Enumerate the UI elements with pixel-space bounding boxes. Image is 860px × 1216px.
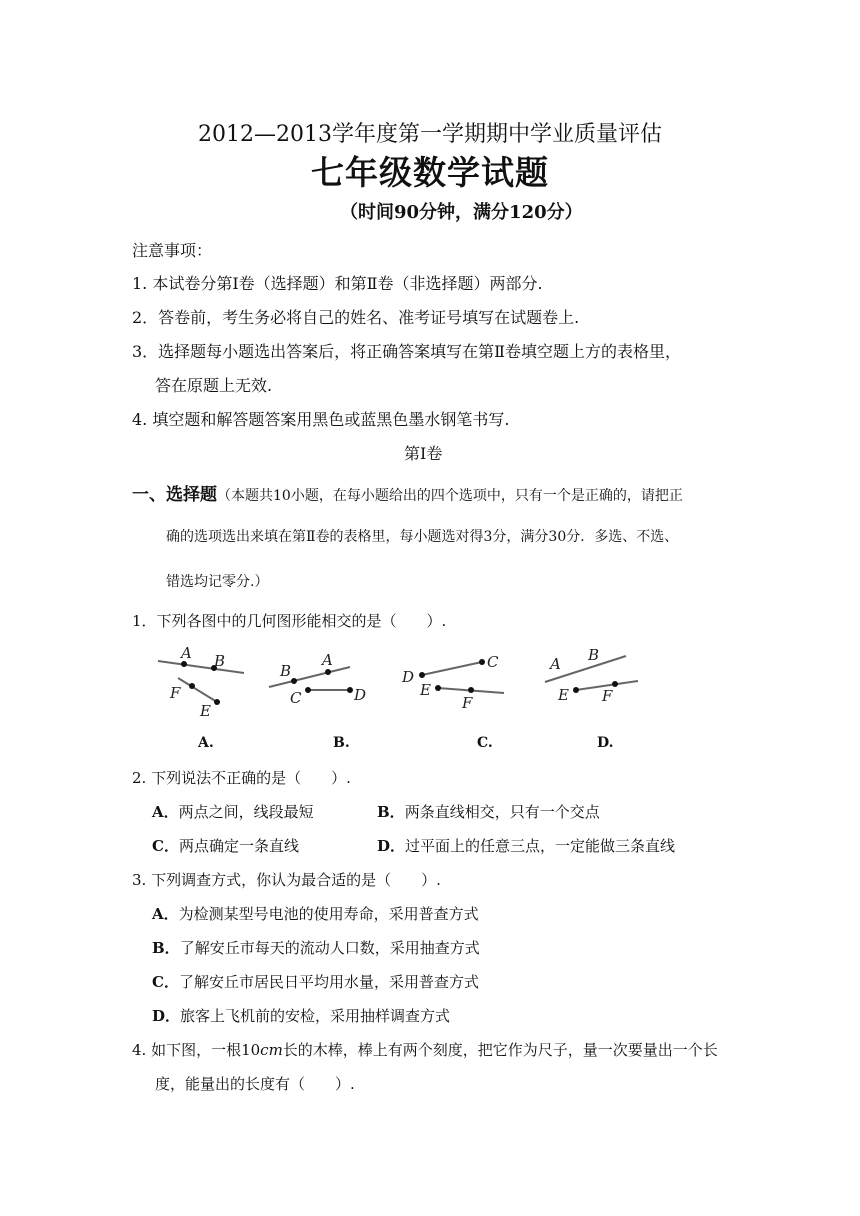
exam-header-line: 2012—2013学年度第一学期期中学业质量评估 xyxy=(198,122,662,147)
section-one-desc-2: 确的选项选出来填在第Ⅱ卷的表格里，每小题选对得3分，满分30分．多选、不选、 xyxy=(166,529,679,545)
q1d-point-f: F xyxy=(602,687,613,705)
q1c-point-e: E xyxy=(420,681,431,699)
section-one-line1 xyxy=(132,480,683,505)
q3-option-c: C．了解安丘市居民日平均用水量，采用普查方式 xyxy=(152,973,479,991)
q1-figures xyxy=(140,640,660,730)
note-item-3-cont: 答在原题上无效. xyxy=(155,376,273,395)
q3-option-d: D．旅客上飞机前的安检，采用抽样调查方式 xyxy=(152,1007,451,1025)
q1-option-b-label: B. xyxy=(333,735,350,751)
exam-subtitle: （时间90分钟，满分120分） xyxy=(340,202,583,223)
q1b-point-d: D xyxy=(354,686,367,704)
q1d-point-a: A xyxy=(550,655,561,673)
q1b-point-b: B xyxy=(280,662,292,680)
q1d-point-b: B xyxy=(588,646,600,664)
q1c-point-f: F xyxy=(462,694,473,712)
q1b-point-a: A xyxy=(322,651,333,669)
section-one-heading: 一、选择题 xyxy=(132,485,217,505)
q2-option-b: B．两条直线相交，只有一个交点 xyxy=(377,803,600,821)
q1a-point-e: E xyxy=(200,702,211,720)
q1a-point-a: A xyxy=(181,644,192,662)
q2-option-d: D．过平面上的任意三点，一定能做三条直线 xyxy=(377,837,676,855)
note-item-4: 4. 填空题和解答题答案用黑色或蓝黑色墨水钢笔书写. xyxy=(132,410,510,429)
q1-figure-d xyxy=(545,646,638,705)
q3-option-b: B．了解安丘市每天的流动人口数，采用抽查方式 xyxy=(152,939,480,957)
q1-option-c-label: C. xyxy=(477,735,493,751)
notes-heading: 注意事项： xyxy=(132,241,213,260)
q1-option-d-label: D. xyxy=(597,735,614,751)
q1c-point-c: C xyxy=(487,653,499,671)
section-one-desc-1: （本题共10小题，在每小题给出的四个选项中，只有一个是正确的，请把正 xyxy=(217,488,683,504)
q4-stem-line1: 4. 如下图，一根10cm长的木棒，棒上有两个刻度，把它作为尺子，量一次要量出一个长 xyxy=(132,1041,718,1059)
q3-stem: 3. 下列调查方式，你认为最合适的是（ ）. xyxy=(132,871,441,889)
note-item-2: 2．答卷前，考生务必将自己的姓名、准考证号填写在试题卷上. xyxy=(132,308,580,327)
q2-option-c: C．两点确定一条直线 xyxy=(152,837,299,855)
q4-unit: cm xyxy=(260,1041,283,1059)
q1-figure-c xyxy=(401,653,504,712)
note-item-3: 3．选择题每小题选出答案后，将正确答案填写在第Ⅱ卷填空题上方的表格里， xyxy=(132,342,682,361)
q1-figure-a xyxy=(158,644,244,720)
q2-option-a: A．两点之间，线段最短 xyxy=(152,803,314,821)
q1d-point-e: E xyxy=(558,686,569,704)
q4-stem-line2: 度，能量出的长度有（ ）. xyxy=(155,1075,355,1093)
q1-option-a-label: A. xyxy=(198,735,214,751)
q1a-point-f: F xyxy=(170,684,181,702)
q1b-point-c: C xyxy=(290,689,302,707)
section-one-desc-3: 错选均记零分.） xyxy=(166,574,269,590)
q1-figure-b xyxy=(269,651,366,707)
q1-stem: 1．下列各图中的几何图形能相交的是（ ）. xyxy=(132,612,447,630)
q3-option-a: A．为检测某型号电池的使用寿命，采用普查方式 xyxy=(152,905,479,923)
q2-stem: 2. 下列说法不正确的是（ ）. xyxy=(132,769,351,787)
q1a-point-b: B xyxy=(214,652,226,670)
note-item-1: 1. 本试卷分第Ⅰ卷（选择题）和第Ⅱ卷（非选择题）两部分. xyxy=(132,274,543,293)
q1c-point-d: D xyxy=(402,668,415,686)
exam-title: 七年级数学试题 xyxy=(311,153,549,192)
part-one-label: 第Ⅰ卷 xyxy=(404,444,443,463)
